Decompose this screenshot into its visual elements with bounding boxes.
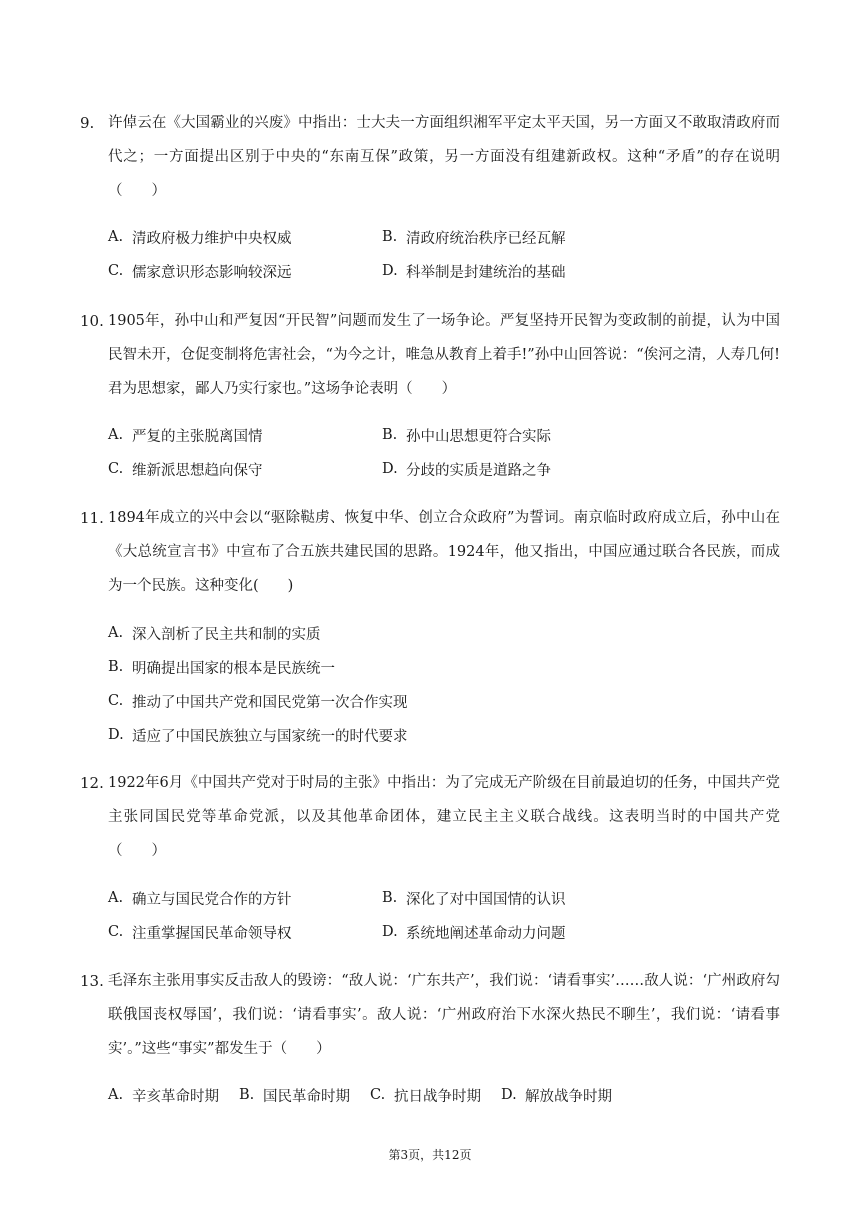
question-number: 9.	[80, 114, 95, 132]
option-c: C. 儒家意识形态影响较深远	[108, 263, 292, 281]
question-13-options	[108, 1078, 768, 1112]
question-10	[80, 304, 780, 406]
question-number: 12.	[80, 774, 104, 792]
question-number: 11.	[80, 509, 104, 527]
option-b: B. 清政府统治秩序已经瓦解	[382, 229, 566, 247]
option-b: B. 孙中山思想更符合实际	[382, 427, 551, 445]
option-b: B. 深化了对中国国情的认识	[382, 890, 566, 908]
page-footer: 第3页，共12页	[388, 1148, 472, 1162]
option-a: A. 确立与国民党合作的方针	[108, 890, 292, 908]
option-d: D. 解放战争时期	[501, 1087, 612, 1105]
question-12	[80, 766, 780, 868]
question-stem: 许倬云在《大国霸业的兴废》中指出：士大夫一方面组织湘军平定太平天国，另一方面又不敢取清政府而代之；一方面提出区别于中央的“东南互保”政策，另一方面没有组建新政权。这种“矛盾”的存在说明（ ）	[108, 115, 780, 199]
question-9-options	[108, 220, 768, 288]
option-d: D. 适应了中国民族独立与国家统一的时代要求	[108, 727, 408, 745]
question-number: 13.	[80, 972, 104, 990]
option-b: B. 明确提出国家的根本是民族统一	[108, 659, 335, 677]
question-number: 10.	[80, 312, 104, 330]
question-12-options	[108, 881, 768, 949]
option-c: C. 注重掌握国民革命领导权	[108, 924, 292, 942]
option-a: A. 深入剖析了民主共和制的实质	[108, 625, 321, 643]
option-c: C. 推动了中国共产党和国民党第一次合作实现	[108, 693, 408, 711]
question-stem: 毛泽东主张用事实反击敌人的毁谤：“敌人说：‘广东共产’，我们说：‘请看事实’……敌人说：‘广州政府勾联俄国丧权辱国’，我们说：‘请看事实’。敌人说：‘广州政府治下水深火热民不聊生’，我们说：‘请看事实’。”这些“事实”都发生于（ ）	[108, 973, 780, 1057]
question-stem: 1905年，孙中山和严复因“开民智”问题而发生了一场争论。严复坚持开民智为变政制的前提，认为中国民智未开，仓促变制将危害社会，“为今之计，唯急从教育上着手!”孙中山回答说：“俟河之清，人寿几何!君为思想家，鄙人乃实行家也。”这场争论表明（ ）	[108, 313, 780, 397]
question-11-options	[108, 616, 768, 752]
question-stem: 1922年6月《中国共产党对于时局的主张》中指出：为了完成无产阶级在目前最迫切的任务，中国共产党主张同国民党等革命党派，以及其他革命团体，建立民主主义联合战线。这表明当时的中国共产党（ ）	[108, 775, 780, 859]
option-b: B. 国民革命时期	[239, 1087, 350, 1105]
option-c: C. 抗日战争时期	[370, 1087, 481, 1105]
question-13	[80, 964, 780, 1066]
option-c: C. 维新派思想趋向保守	[108, 461, 263, 479]
option-a: A. 清政府极力维护中央权威	[108, 229, 292, 247]
option-a: A. 辛亥革命时期	[108, 1087, 219, 1105]
question-stem: 1894年成立的兴中会以“驱除鞑虏、恢复中华、创立合众政府”为誓词。南京临时政府成立后，孙中山在《大总统宣言书》中宣布了合五族共建民国的思路。1924年，他又指出，中国应通过联合各民族，而成为一个民族。这种变化( )	[108, 510, 780, 594]
option-d: D. 分歧的实质是道路之争	[382, 461, 551, 479]
option-d: D. 科举制是封建统治的基础	[382, 263, 566, 281]
option-d: D. 系统地阐述革命动力问题	[382, 924, 566, 942]
question-10-options	[108, 418, 768, 486]
option-a: A. 严复的主张脱离国情	[108, 427, 263, 445]
question-9	[80, 106, 780, 208]
question-11	[80, 501, 780, 603]
